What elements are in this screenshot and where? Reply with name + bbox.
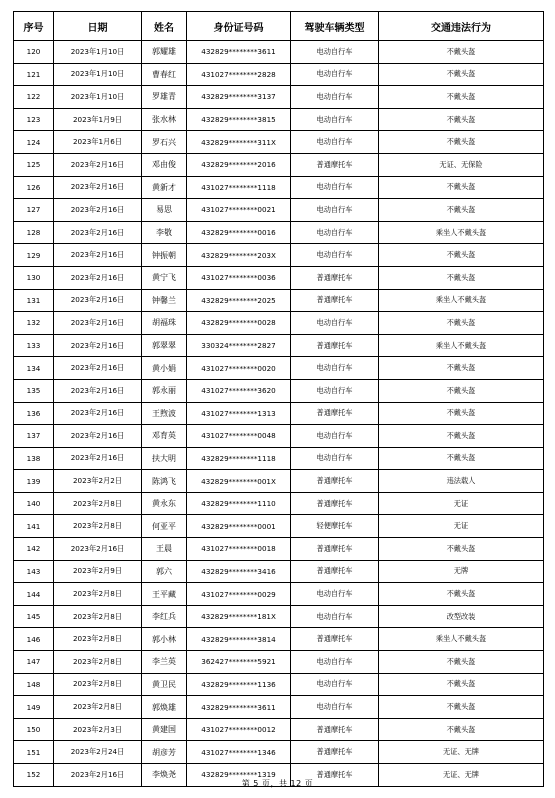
cell-vehicle-type: 普通摩托车	[291, 628, 379, 651]
cell-violation: 不戴头盔	[379, 86, 544, 109]
cell-vehicle-type: 电动自行车	[291, 605, 379, 628]
cell-date: 2023年2月16日	[54, 447, 142, 470]
cell-violation: 不戴头盔	[379, 718, 544, 741]
table-row	[14, 447, 544, 470]
cell-name: 郭六	[142, 560, 187, 583]
table-row	[14, 673, 544, 696]
cell-id-number: 362427********5921	[187, 651, 291, 674]
table-row	[14, 628, 544, 651]
cell-violation: 不戴头盔	[379, 402, 544, 425]
cell-vehicle-type: 普通摩托车	[291, 266, 379, 289]
cell-date: 2023年2月16日	[54, 334, 142, 357]
cell-date: 2023年2月16日	[54, 764, 142, 787]
cell-violation: 无证、无牌	[379, 764, 544, 787]
cell-date: 2023年2月8日	[54, 492, 142, 515]
cell-id-number: 431027********2828	[187, 63, 291, 86]
cell-name: 黄新才	[142, 176, 187, 199]
table-row	[14, 515, 544, 538]
cell-name: 黄永东	[142, 492, 187, 515]
cell-id-number: 432829********1136	[187, 673, 291, 696]
cell-violation: 无证、无牌	[379, 741, 544, 764]
cell-violation: 无牌	[379, 560, 544, 583]
cell-vehicle-type: 电动自行车	[291, 447, 379, 470]
cell-name: 郭耀雄	[142, 41, 187, 64]
cell-date: 2023年2月16日	[54, 221, 142, 244]
cell-violation: 不戴头盔	[379, 266, 544, 289]
cell-vehicle-type: 电动自行车	[291, 41, 379, 64]
table-row	[14, 289, 544, 312]
cell-violation: 乘坐人不戴头盔	[379, 628, 544, 651]
cell-vehicle-type: 普通摩托车	[291, 492, 379, 515]
table-row	[14, 153, 544, 176]
table-row	[14, 538, 544, 561]
cell-seq: 120	[14, 41, 54, 64]
cell-violation: 无证	[379, 515, 544, 538]
cell-vehicle-type: 电动自行车	[291, 199, 379, 222]
cell-vehicle-type: 电动自行车	[291, 696, 379, 719]
cell-seq: 122	[14, 86, 54, 109]
cell-violation: 不戴头盔	[379, 244, 544, 267]
table-row	[14, 379, 544, 402]
cell-name: 李兰英	[142, 651, 187, 674]
table-row	[14, 41, 544, 64]
cell-seq: 142	[14, 538, 54, 561]
cell-id-number: 431027********0021	[187, 199, 291, 222]
cell-id-number: 432829********0016	[187, 221, 291, 244]
cell-id-number: 431027********1118	[187, 176, 291, 199]
cell-id-number: 432829********3416	[187, 560, 291, 583]
cell-seq: 151	[14, 741, 54, 764]
cell-violation: 不戴头盔	[379, 357, 544, 380]
cell-vehicle-type: 普通摩托车	[291, 764, 379, 787]
cell-name: 罗石兴	[142, 131, 187, 154]
cell-name: 李红兵	[142, 605, 187, 628]
cell-vehicle-type: 普通摩托车	[291, 470, 379, 493]
table-row	[14, 470, 544, 493]
cell-violation: 不戴头盔	[379, 651, 544, 674]
cell-date: 2023年2月8日	[54, 628, 142, 651]
cell-name: 李焕尧	[142, 764, 187, 787]
cell-seq: 130	[14, 266, 54, 289]
header-seq: 序号	[14, 12, 54, 41]
cell-id-number: 431027********0018	[187, 538, 291, 561]
table-row	[14, 492, 544, 515]
cell-violation: 不戴头盔	[379, 425, 544, 448]
cell-id-number: 432829********181X	[187, 605, 291, 628]
cell-seq: 149	[14, 696, 54, 719]
cell-name: 黄卫民	[142, 673, 187, 696]
cell-date: 2023年2月16日	[54, 538, 142, 561]
cell-vehicle-type: 电动自行车	[291, 131, 379, 154]
header-name: 姓名	[142, 12, 187, 41]
cell-violation: 不戴头盔	[379, 673, 544, 696]
cell-name: 胡彦芳	[142, 741, 187, 764]
cell-vehicle-type: 电动自行车	[291, 86, 379, 109]
table-body	[14, 41, 544, 787]
cell-id-number: 432829********3814	[187, 628, 291, 651]
cell-name: 曹春红	[142, 63, 187, 86]
cell-id-number: 432829********3611	[187, 696, 291, 719]
cell-name: 胡福珠	[142, 312, 187, 335]
header-violation: 交通违法行为	[379, 12, 544, 41]
cell-date: 2023年2月16日	[54, 199, 142, 222]
cell-name: 邓由俊	[142, 153, 187, 176]
cell-seq: 127	[14, 199, 54, 222]
cell-date: 2023年2月16日	[54, 176, 142, 199]
cell-vehicle-type: 电动自行车	[291, 379, 379, 402]
cell-vehicle-type: 电动自行车	[291, 312, 379, 335]
cell-vehicle-type: 电动自行车	[291, 357, 379, 380]
cell-id-number: 432829********3137	[187, 86, 291, 109]
cell-id-number: 431027********3620	[187, 379, 291, 402]
cell-violation: 不戴头盔	[379, 131, 544, 154]
cell-violation: 违法载人	[379, 470, 544, 493]
cell-date: 2023年2月8日	[54, 605, 142, 628]
cell-seq: 123	[14, 108, 54, 131]
cell-name: 扶大明	[142, 447, 187, 470]
cell-date: 2023年2月16日	[54, 402, 142, 425]
cell-vehicle-type: 普通摩托车	[291, 560, 379, 583]
cell-id-number: 431027********0012	[187, 718, 291, 741]
cell-vehicle-type: 普通摩托车	[291, 718, 379, 741]
table-row	[14, 221, 544, 244]
cell-id-number: 431027********0048	[187, 425, 291, 448]
violation-table	[13, 11, 544, 787]
header-id-number: 身份证号码	[187, 12, 291, 41]
cell-date: 2023年2月16日	[54, 425, 142, 448]
cell-seq: 135	[14, 379, 54, 402]
cell-date: 2023年1月6日	[54, 131, 142, 154]
cell-vehicle-type: 电动自行车	[291, 63, 379, 86]
table-row	[14, 605, 544, 628]
cell-date: 2023年2月16日	[54, 244, 142, 267]
cell-date: 2023年1月10日	[54, 41, 142, 64]
cell-seq: 128	[14, 221, 54, 244]
cell-seq: 131	[14, 289, 54, 312]
table-row	[14, 199, 544, 222]
cell-date: 2023年1月9日	[54, 108, 142, 131]
cell-name: 郭小林	[142, 628, 187, 651]
cell-seq: 133	[14, 334, 54, 357]
table-row	[14, 357, 544, 380]
cell-name: 陈鸿飞	[142, 470, 187, 493]
cell-date: 2023年2月8日	[54, 696, 142, 719]
table-row	[14, 583, 544, 606]
cell-violation: 乘坐人不戴头盔	[379, 221, 544, 244]
cell-seq: 129	[14, 244, 54, 267]
table-row	[14, 108, 544, 131]
cell-seq: 139	[14, 470, 54, 493]
cell-violation: 不戴头盔	[379, 583, 544, 606]
cell-seq: 138	[14, 447, 54, 470]
cell-violation: 不戴头盔	[379, 696, 544, 719]
cell-vehicle-type: 电动自行车	[291, 221, 379, 244]
cell-name: 郭翠翠	[142, 334, 187, 357]
cell-seq: 146	[14, 628, 54, 651]
cell-id-number: 431027********0029	[187, 583, 291, 606]
cell-name: 钟振朝	[142, 244, 187, 267]
cell-name: 易思	[142, 199, 187, 222]
cell-vehicle-type: 电动自行车	[291, 176, 379, 199]
cell-seq: 148	[14, 673, 54, 696]
cell-id-number: 432829********311X	[187, 131, 291, 154]
cell-violation: 无证、无保险	[379, 153, 544, 176]
violation-table-sheet	[13, 11, 543, 787]
cell-vehicle-type: 普通摩托车	[291, 402, 379, 425]
cell-id-number: 431027********1346	[187, 741, 291, 764]
cell-id-number: 432829********0001	[187, 515, 291, 538]
cell-vehicle-type: 电动自行车	[291, 425, 379, 448]
cell-date: 2023年2月24日	[54, 741, 142, 764]
table-header-row	[14, 12, 544, 41]
table-row	[14, 266, 544, 289]
table-row	[14, 425, 544, 448]
cell-violation: 不戴头盔	[379, 312, 544, 335]
cell-date: 2023年2月8日	[54, 515, 142, 538]
cell-vehicle-type: 电动自行车	[291, 673, 379, 696]
cell-id-number: 432829********001X	[187, 470, 291, 493]
cell-violation: 不戴头盔	[379, 538, 544, 561]
cell-seq: 141	[14, 515, 54, 538]
cell-id-number: 432829********1110	[187, 492, 291, 515]
cell-seq: 140	[14, 492, 54, 515]
cell-id-number: 432829********2025	[187, 289, 291, 312]
cell-name: 李敬	[142, 221, 187, 244]
cell-id-number: 432829********1319	[187, 764, 291, 787]
cell-id-number: 431027********0020	[187, 357, 291, 380]
cell-id-number: 432829********203X	[187, 244, 291, 267]
cell-violation: 不戴头盔	[379, 108, 544, 131]
cell-seq: 125	[14, 153, 54, 176]
table-row	[14, 312, 544, 335]
header-vehicle-type: 驾驶车辆类型	[291, 12, 379, 41]
cell-seq: 124	[14, 131, 54, 154]
cell-name: 黄宁飞	[142, 266, 187, 289]
cell-violation: 不戴头盔	[379, 176, 544, 199]
cell-violation: 乘坐人不戴头盔	[379, 289, 544, 312]
cell-vehicle-type: 普通摩托车	[291, 741, 379, 764]
cell-id-number: 330324********2827	[187, 334, 291, 357]
cell-vehicle-type: 普通摩托车	[291, 538, 379, 561]
cell-seq: 134	[14, 357, 54, 380]
cell-id-number: 432829********1118	[187, 447, 291, 470]
cell-date: 2023年2月16日	[54, 357, 142, 380]
cell-name: 黄建国	[142, 718, 187, 741]
cell-seq: 126	[14, 176, 54, 199]
cell-date: 2023年2月16日	[54, 289, 142, 312]
cell-id-number: 432829********0028	[187, 312, 291, 335]
cell-date: 2023年2月8日	[54, 583, 142, 606]
cell-id-number: 432829********2016	[187, 153, 291, 176]
cell-name: 郭永丽	[142, 379, 187, 402]
table-row	[14, 86, 544, 109]
cell-seq: 152	[14, 764, 54, 787]
table-row	[14, 334, 544, 357]
cell-seq: 147	[14, 651, 54, 674]
cell-vehicle-type: 电动自行车	[291, 108, 379, 131]
cell-date: 2023年2月16日	[54, 153, 142, 176]
cell-violation: 乘坐人不戴头盔	[379, 334, 544, 357]
cell-id-number: 432829********3611	[187, 41, 291, 64]
cell-name: 郭焕雄	[142, 696, 187, 719]
table-row	[14, 651, 544, 674]
table-row	[14, 63, 544, 86]
cell-seq: 145	[14, 605, 54, 628]
cell-vehicle-type: 普通摩托车	[291, 289, 379, 312]
header-date: 日期	[54, 12, 142, 41]
cell-violation: 不戴头盔	[379, 199, 544, 222]
table-row	[14, 244, 544, 267]
cell-date: 2023年1月10日	[54, 86, 142, 109]
cell-id-number: 431027********0036	[187, 266, 291, 289]
cell-date: 2023年2月2日	[54, 470, 142, 493]
cell-seq: 137	[14, 425, 54, 448]
cell-seq: 121	[14, 63, 54, 86]
cell-name: 王平藏	[142, 583, 187, 606]
cell-name: 罗雄青	[142, 86, 187, 109]
cell-seq: 144	[14, 583, 54, 606]
table-row	[14, 696, 544, 719]
page-footer: 第 5 页，共 12 页	[241, 779, 314, 788]
cell-vehicle-type: 电动自行车	[291, 583, 379, 606]
cell-date: 2023年2月16日	[54, 379, 142, 402]
cell-id-number: 431027********1313	[187, 402, 291, 425]
cell-date: 2023年2月3日	[54, 718, 142, 741]
cell-violation: 无证	[379, 492, 544, 515]
cell-seq: 136	[14, 402, 54, 425]
table-row	[14, 176, 544, 199]
cell-violation: 不戴头盔	[379, 379, 544, 402]
cell-vehicle-type: 普通摩托车	[291, 334, 379, 357]
cell-vehicle-type: 普通摩托车	[291, 153, 379, 176]
cell-date: 2023年2月16日	[54, 312, 142, 335]
cell-name: 黄小娟	[142, 357, 187, 380]
cell-seq: 143	[14, 560, 54, 583]
cell-date: 2023年1月10日	[54, 63, 142, 86]
cell-name: 张水林	[142, 108, 187, 131]
table-row	[14, 131, 544, 154]
cell-vehicle-type: 电动自行车	[291, 244, 379, 267]
cell-id-number: 432829********3815	[187, 108, 291, 131]
cell-seq: 132	[14, 312, 54, 335]
table-row	[14, 560, 544, 583]
cell-name: 邓育英	[142, 425, 187, 448]
cell-violation: 不戴头盔	[379, 447, 544, 470]
cell-name: 钟馨兰	[142, 289, 187, 312]
cell-vehicle-type: 轻便摩托车	[291, 515, 379, 538]
cell-date: 2023年2月8日	[54, 673, 142, 696]
table-row	[14, 741, 544, 764]
table-row	[14, 402, 544, 425]
cell-date: 2023年2月16日	[54, 266, 142, 289]
cell-violation: 不戴头盔	[379, 41, 544, 64]
cell-name: 王煦波	[142, 402, 187, 425]
cell-violation: 不戴头盔	[379, 63, 544, 86]
cell-vehicle-type: 电动自行车	[291, 651, 379, 674]
cell-name: 何亚平	[142, 515, 187, 538]
cell-name: 王晨	[142, 538, 187, 561]
cell-date: 2023年2月8日	[54, 651, 142, 674]
cell-seq: 150	[14, 718, 54, 741]
cell-date: 2023年2月9日	[54, 560, 142, 583]
table-row	[14, 718, 544, 741]
cell-violation: 改型改装	[379, 605, 544, 628]
